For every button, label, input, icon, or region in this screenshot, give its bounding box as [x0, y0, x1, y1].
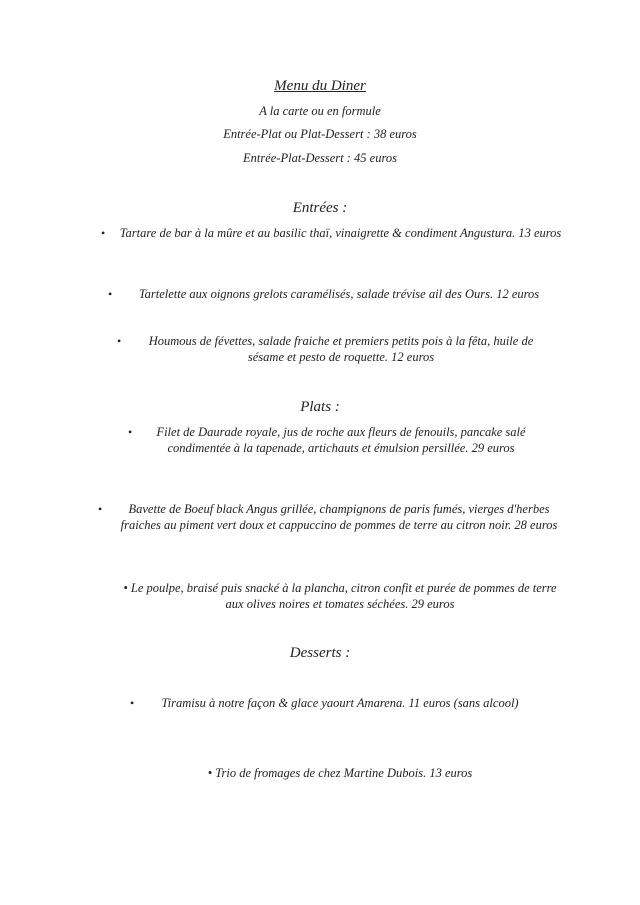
bullet-icon: • [117, 334, 122, 348]
section-heading-entrees: Entrées : [292, 200, 348, 216]
section-heading-desserts: Desserts : [289, 645, 351, 661]
menu-item-plat: Filet de Daurade royale, jus de roche aux fleurs de fenouils, pancake salé condimentée à la tapenade, artichauts et émulsion persillée. 29 euros [156, 425, 526, 455]
bullet-icon: • [108, 287, 113, 301]
bullet-icon: • [130, 696, 135, 710]
menu-item-plat: • Le poulpe, braisé puis snacké à la plancha, citron confit et purée de pommes de terre aux olives noires et tomates séchées. 29 euros [123, 581, 557, 611]
bullet-icon: • [98, 502, 103, 516]
section-heading-plats: Plats : [300, 399, 340, 415]
menu-item-entree: Houmous de févettes, salade fraiche et premiers petits pois à la fêta, huile de sésame et pesto de roquette. 12 euros [148, 334, 534, 364]
menu-item-dessert: • Trio de fromages de chez Martine Dubois. 13 euros [207, 766, 473, 780]
menu-subtitle: A la carte ou en formule [259, 104, 381, 118]
menu-item-dessert: Tiramisu à notre façon & glace yaourt Amarena. 11 euros (sans alcool) [161, 696, 519, 710]
formula-two-courses: Entrée-Plat ou Plat-Dessert : 38 euros [223, 127, 417, 141]
bullet-icon: • [128, 425, 133, 439]
formula-three-courses: Entrée-Plat-Dessert : 45 euros [242, 151, 398, 165]
menu-item-entree: Tartelette aux oignons grelots caramélisés, salade trévise ail des Ours. 12 euros [138, 287, 540, 301]
bullet-icon: • [101, 226, 106, 240]
menu-item-plat: Bavette de Boeuf black Angus grillée, champignons de paris fumés, vierges d'herbes fraiches au piment vert doux et cappuccino de pommes de terre au citron noir. 28 euros [120, 502, 558, 532]
menu-title: Menu du Diner [274, 78, 366, 94]
menu-item-entree: Tartare de bar à la mûre et au basilic thaï, vinaigrette & condiment Angustura. 13 euros [119, 226, 562, 240]
